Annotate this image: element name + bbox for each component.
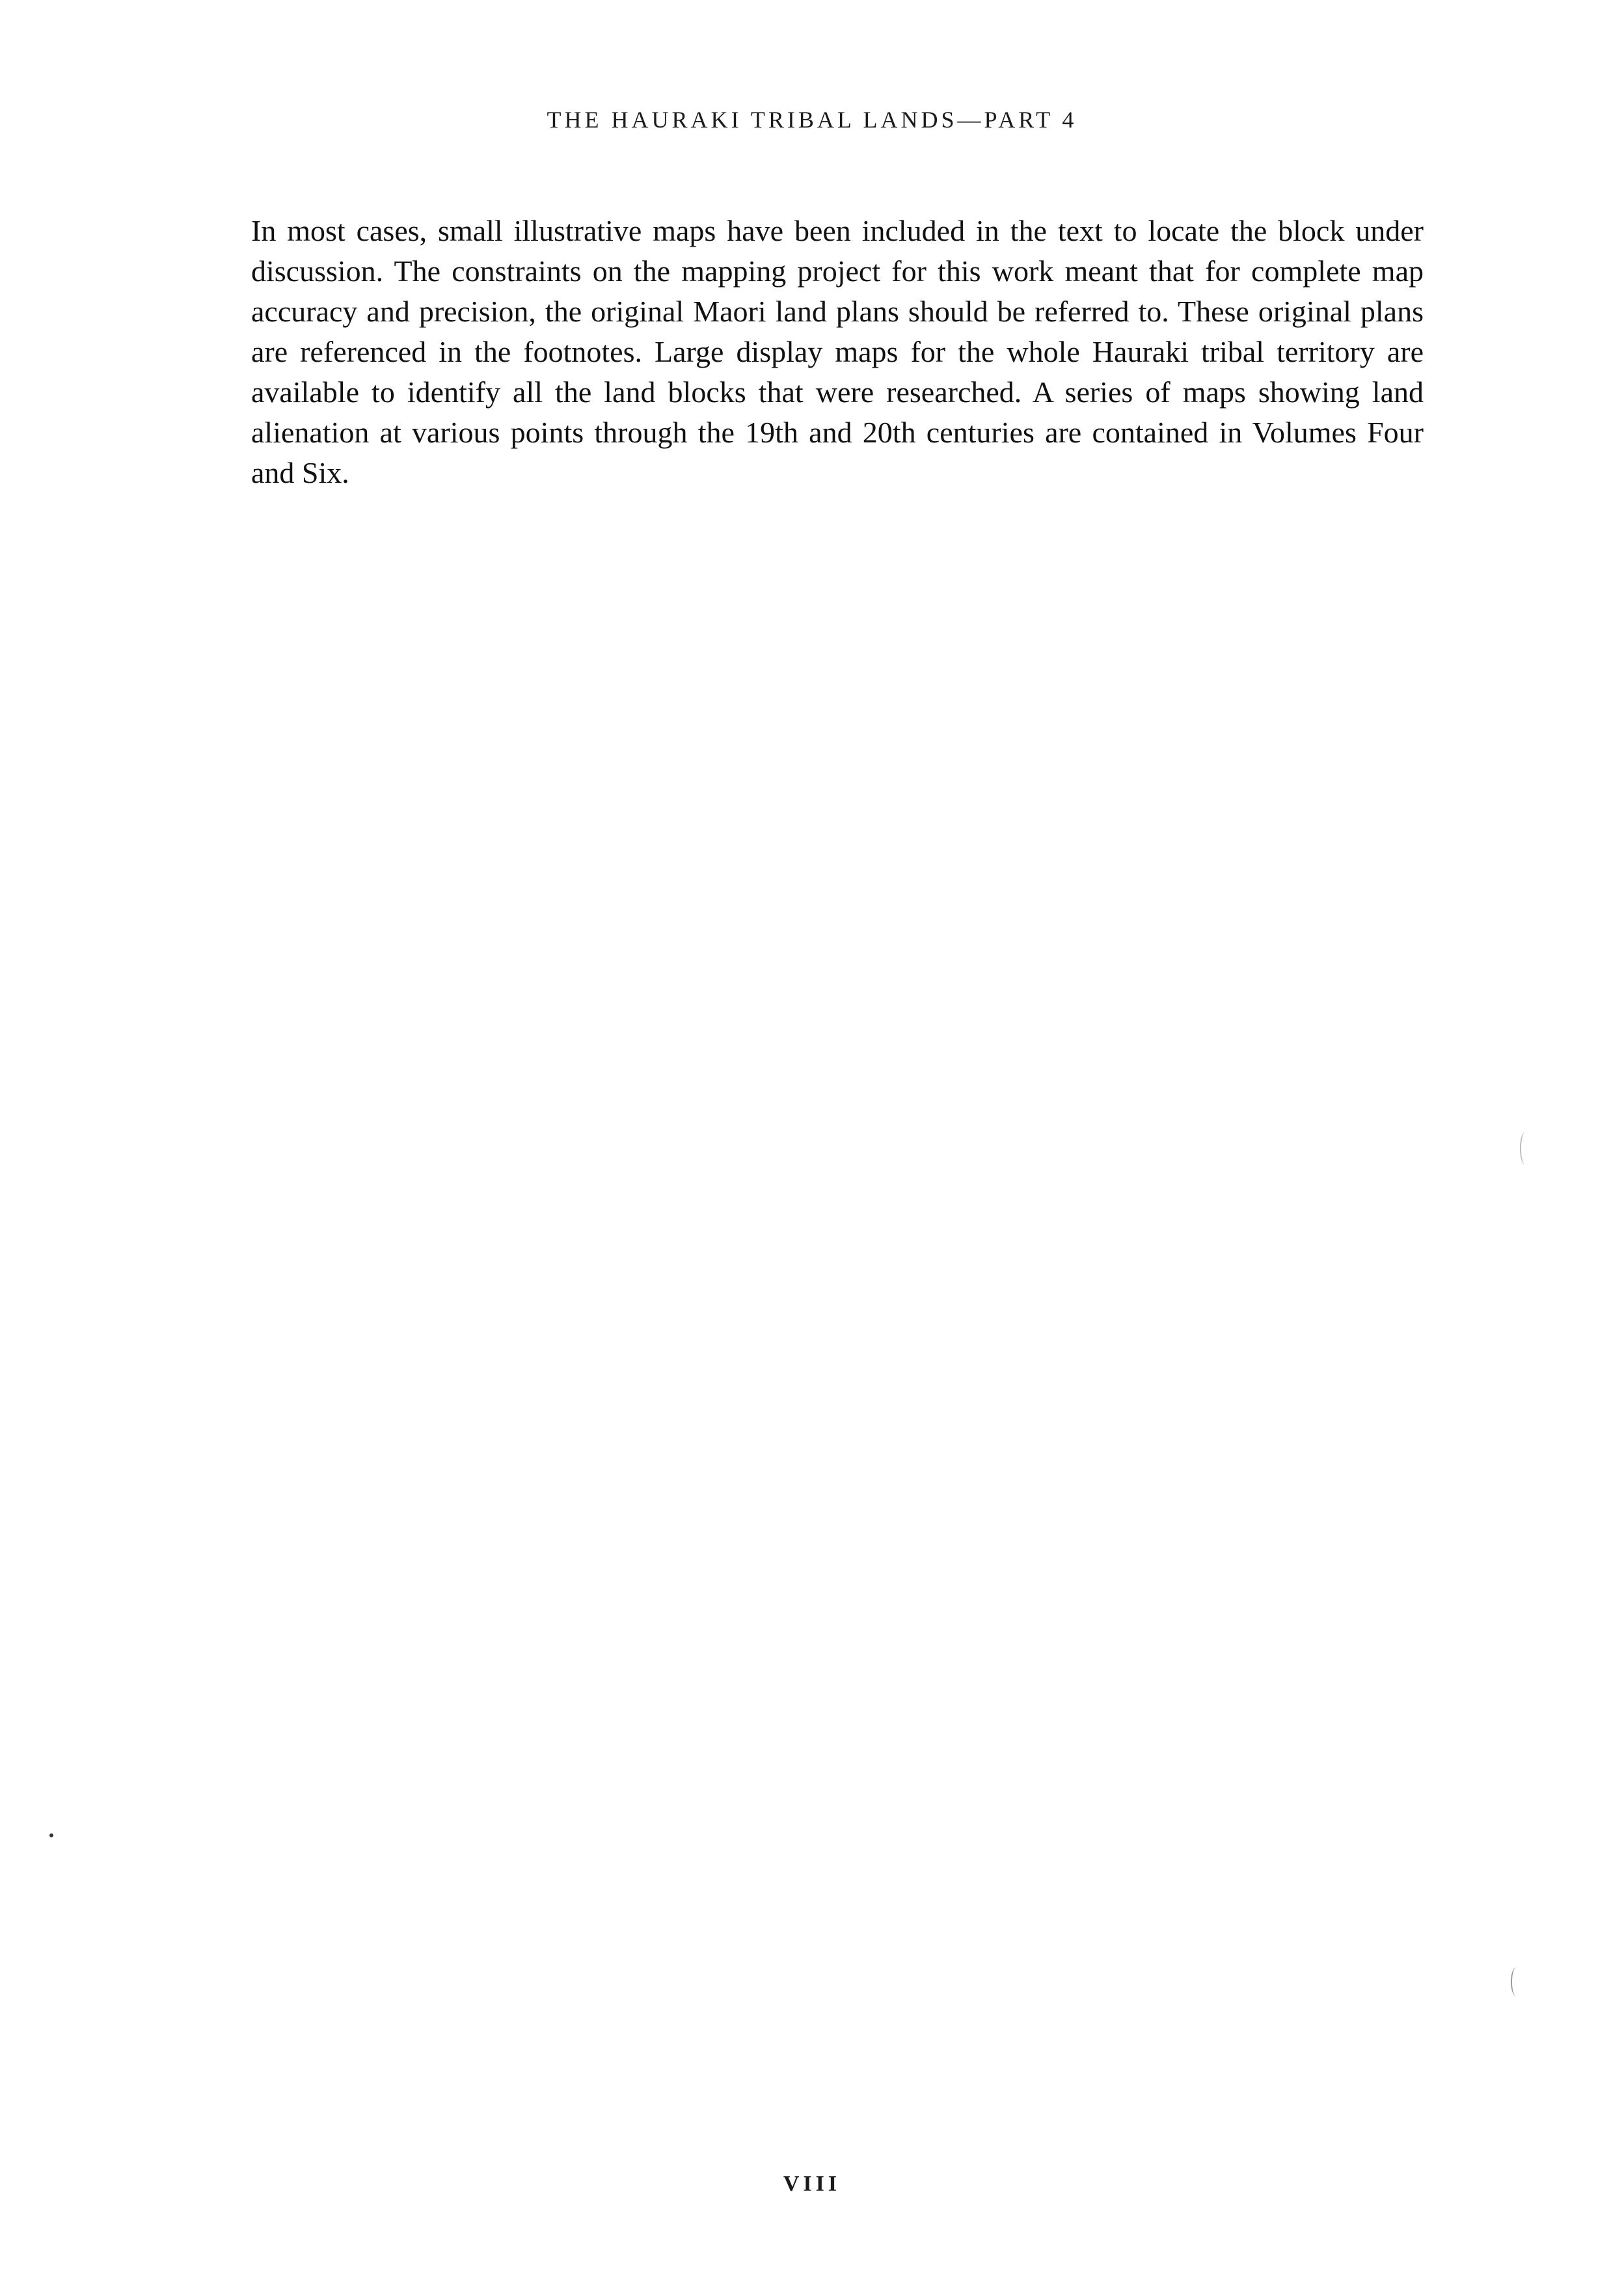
running-head: THE HAURAKI TRIBAL LANDS—PART 4 [547,107,1077,133]
page-number: VIII [783,2172,841,2196]
body-paragraph: In most cases, small illustrative maps have been included in the text to locate the block under discussion. The constraints on the mapping project for this work meant that for complete map accuracy and precision, the original Maori land plans should be referred to. These original plans are referenced in the footnotes. Large display maps for the whole Hauraki tribal territory are available to identify all the land blocks that were researched. A series of maps showing land alienation at various points through the 19th and 20th centuries are contained in Volumes Four and Six. [251,214,1424,489]
scan-edge-mark [1511,1967,1521,1996]
scan-edge-mark [1520,1132,1530,1165]
scan-speck [49,1833,53,1837]
